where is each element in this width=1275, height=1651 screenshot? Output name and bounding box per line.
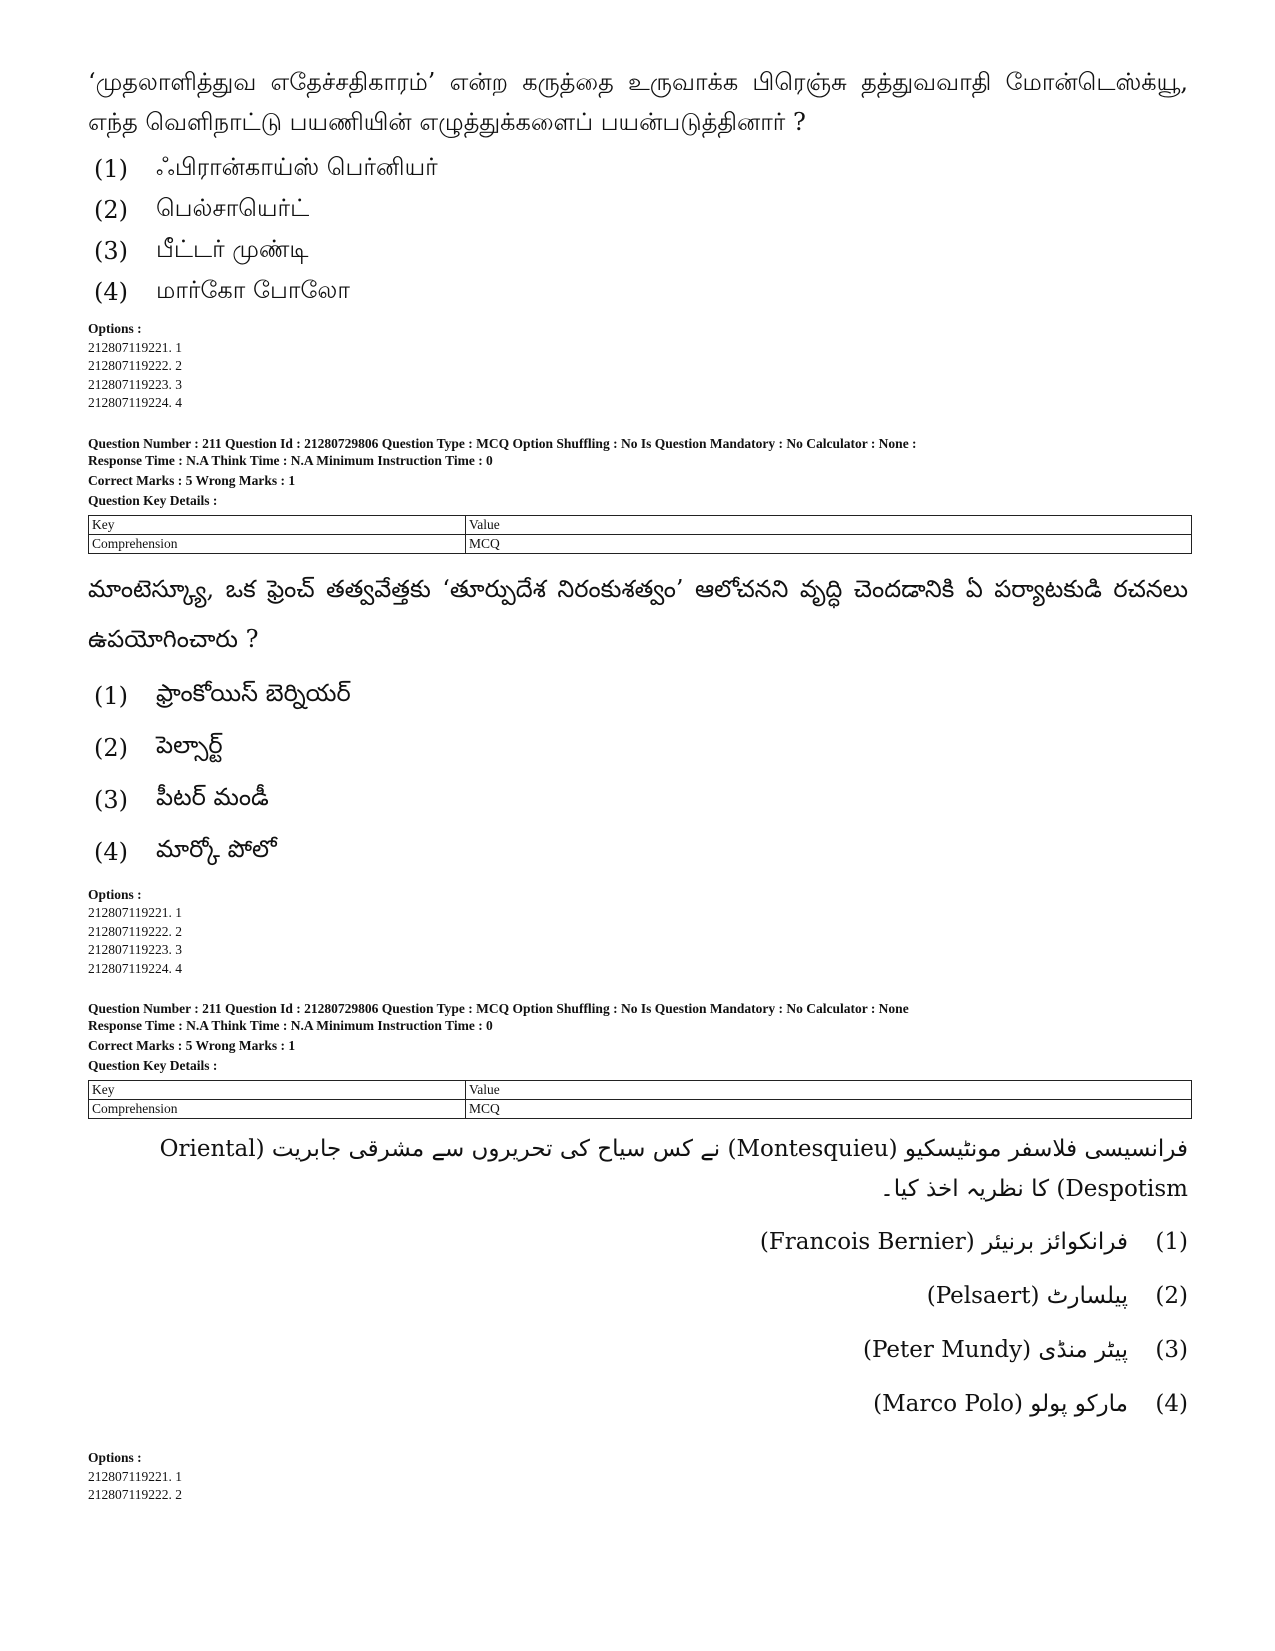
option-text: పెల్సార్ట్ [156,730,223,759]
question-text: మాంటెస్క్యూ, ఒక ఫ్రెంచ్ తత్వవేత్తకు ‘తూర్పుదేశ నిరంకుశత్వం’ ఆలోచనని వృద్ధి చెందడానికి ఏ పర్యాటకుడి రచనలు ఉపయోగించారు ? [88,574,1188,653]
option-item [88,774,1188,826]
table-row [89,515,1192,534]
option-item [88,826,1188,878]
table-row [89,534,1192,553]
option-text: மார்கோ போலோ [156,276,350,304]
option-number: (1) [94,154,128,183]
option-number: (2) [1155,1283,1188,1309]
table-header-value: Value [466,515,1192,534]
key-details-table [88,515,1192,554]
option-number: (3) [1155,1337,1188,1363]
option-text: پیٹر منڈی (Peter Mundy) [863,1337,1128,1363]
meta-line: Correct Marks : 5 Wrong Marks : 1 [88,1038,296,1053]
question-text: فرانسیسی فلاسفر مونٹیسکیو (Montesquieu) نے کس سیاح کی تحریروں سے مشرقی جابریت (Oriental Despotism) کا نظریہ اخذ کیا۔ [159,1136,1188,1202]
table-cell-value: MCQ [466,534,1192,553]
option-item [88,230,1188,271]
option-text: مارکو پولو (Marco Polo) [873,1391,1128,1417]
option-id: 212807119221. 1 [88,339,182,355]
option-ids [88,886,1188,979]
option-item [88,189,1188,230]
option-number: (1) [1155,1229,1188,1255]
option-id: 212807119221. 1 [88,905,182,920]
key-details-table [88,1080,1192,1119]
option-text: பெல்சாயெர்ட் [156,194,310,222]
meta-line: Response Time : N.A Think Time : N.A Minimum Instruction Time : 0 [88,1018,493,1033]
table-cell-value: MCQ [466,1100,1192,1119]
option-item [88,722,1188,774]
option-list [88,1215,1188,1431]
option-text: మార్కో పోలో [156,834,277,863]
option-id: 212807119221. 1 [88,1468,182,1484]
question-text: ‘முதலாளித்துவ எதேச்சதிகாரம்’ என்ற கருத்தை உருவாக்க பிரெஞ்சு தத்துவவாதி மோன்டெஸ்க்யூ, எந்த வெளிநாட்டு பயணியின் எழுத்துக்களைப் பயன்படுத்தினார் ? [88,68,1188,136]
question-tamil [88,62,1188,413]
option-number: (3) [94,785,128,814]
question-telugu [88,564,1188,979]
option-item [88,1377,1188,1431]
option-item [88,148,1188,189]
option-number: (2) [94,733,128,762]
option-id: 212807119223. 3 [88,376,182,392]
question-page [88,62,1188,1505]
option-ids [88,1449,1188,1505]
option-text: ஃபிரான்காய்ஸ் பெர்னியர் [156,153,438,181]
option-item [88,1215,1188,1269]
option-item [88,670,1188,722]
option-ids [88,320,1188,413]
option-text: پیلسارٹ (Pelsaert) [926,1283,1128,1309]
table-cell-key: Comprehension [89,1100,466,1119]
meta-line: Question Number : 211 Question Id : 21280729806 Question Type : MCQ Option Shuffling : No Is Question Mandatory : No Calculator : None : [88,435,917,451]
option-id: 212807119222. 2 [88,1487,182,1502]
option-item [88,1323,1188,1377]
question-meta [88,1000,1188,1074]
options-header: Options : [88,1450,142,1465]
meta-line: Response Time : N.A Think Time : N.A Minimum Instruction Time : 0 [88,452,493,468]
option-list [88,670,1188,878]
table-header-value: Value [466,1081,1192,1100]
option-number: (4) [94,277,128,306]
option-number: (2) [94,195,128,224]
option-id: 212807119222. 2 [88,923,182,939]
option-id: 212807119224. 4 [88,960,182,976]
options-header: Options : [88,886,142,902]
option-text: పీటర్ మండీ [156,782,269,811]
option-list [88,148,1188,312]
option-item [88,271,1188,312]
meta-line: Question Key Details : [88,1058,218,1073]
table-header-key: Key [89,515,466,534]
option-text: فرانکوائز برنیئر (Francois Bernier) [759,1229,1128,1255]
table-cell-key: Comprehension [89,534,466,553]
meta-line: Question Key Details : [88,492,218,508]
option-text: பீட்டர் முண்டி [156,235,309,263]
question-urdu [88,1129,1188,1505]
option-number: (4) [94,837,128,866]
meta-line: Question Number : 211 Question Id : 21280729806 Question Type : MCQ Option Shuffling : No Is Question Mandatory : No Calculator : None [88,1001,909,1016]
option-number: (1) [94,681,128,710]
option-text: ఫ్రాంకోయిస్ బెర్నియర్ [156,678,351,707]
table-header-key: Key [89,1081,466,1100]
option-item [88,1269,1188,1323]
option-id: 212807119223. 3 [88,942,182,957]
option-id: 212807119222. 2 [88,358,182,373]
table-row [89,1081,1192,1100]
options-header: Options : [88,321,142,336]
option-id: 212807119224. 4 [88,395,182,410]
table-row [89,1100,1192,1119]
question-meta [88,435,1188,509]
meta-line: Correct Marks : 5 Wrong Marks : 1 [88,472,296,488]
option-number: (3) [94,236,128,265]
option-number: (4) [1155,1391,1188,1417]
